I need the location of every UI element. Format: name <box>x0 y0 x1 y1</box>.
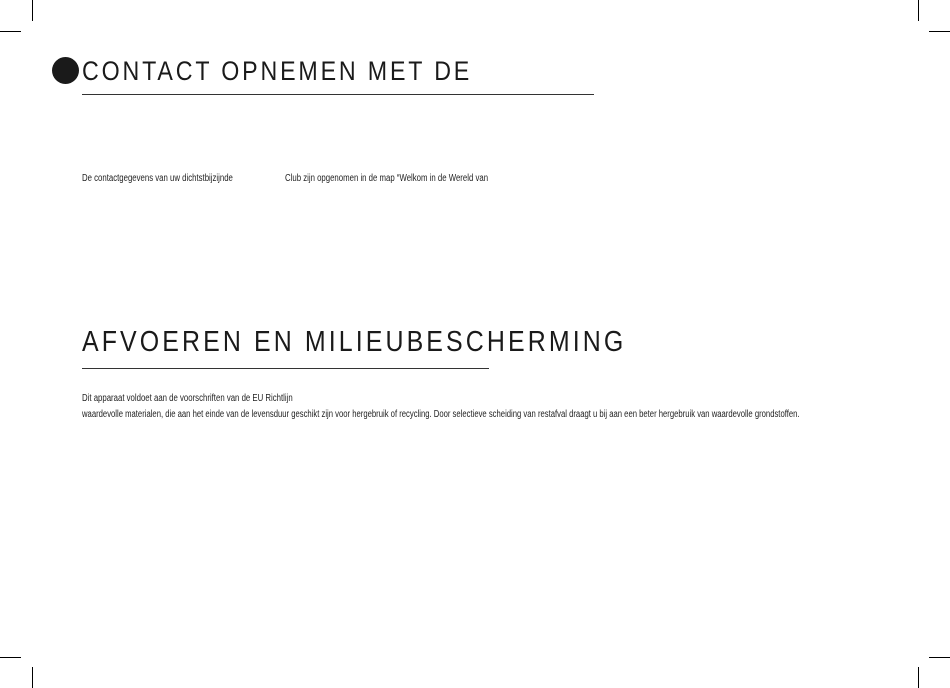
disposal-text-line2: waardevolle materialen, die aan het einde van de levensduur geschikt zijn voor hergebruik of recycling. Door selectieve scheiding van restafval draagt u bij aan een beter hergebruik van waardevolle grondstoffen. <box>82 409 800 420</box>
contact-text-left: De contactgegevens van uw dichtstbijzijnde <box>82 173 233 184</box>
contact-heading: CONTACT OPNEMEN MET DE <box>82 56 473 86</box>
crop-mark-top-left <box>32 0 33 21</box>
disposal-heading-rule <box>82 368 489 369</box>
disposal-heading: AFVOEREN EN MILIEUBESCHERMING <box>82 326 627 358</box>
contact-heading-rule <box>82 94 594 95</box>
crop-mark-top-right <box>918 0 919 21</box>
crop-mark-bottom-left-h <box>0 657 21 658</box>
crop-mark-bottom-right <box>918 667 919 688</box>
crop-mark-bottom-right-h <box>929 657 950 658</box>
disposal-text-line1: Dit apparaat voldoet aan de voorschriften van de EU Richtlijn <box>82 393 293 404</box>
contact-text-right: Club zijn opgenomen in de map “Welkom in de Wereld van <box>285 173 489 184</box>
crop-mark-bottom-left <box>32 667 33 688</box>
section-bullet-icon <box>52 57 79 84</box>
crop-mark-top-left-h <box>0 31 21 32</box>
crop-mark-top-right-h <box>929 31 950 32</box>
